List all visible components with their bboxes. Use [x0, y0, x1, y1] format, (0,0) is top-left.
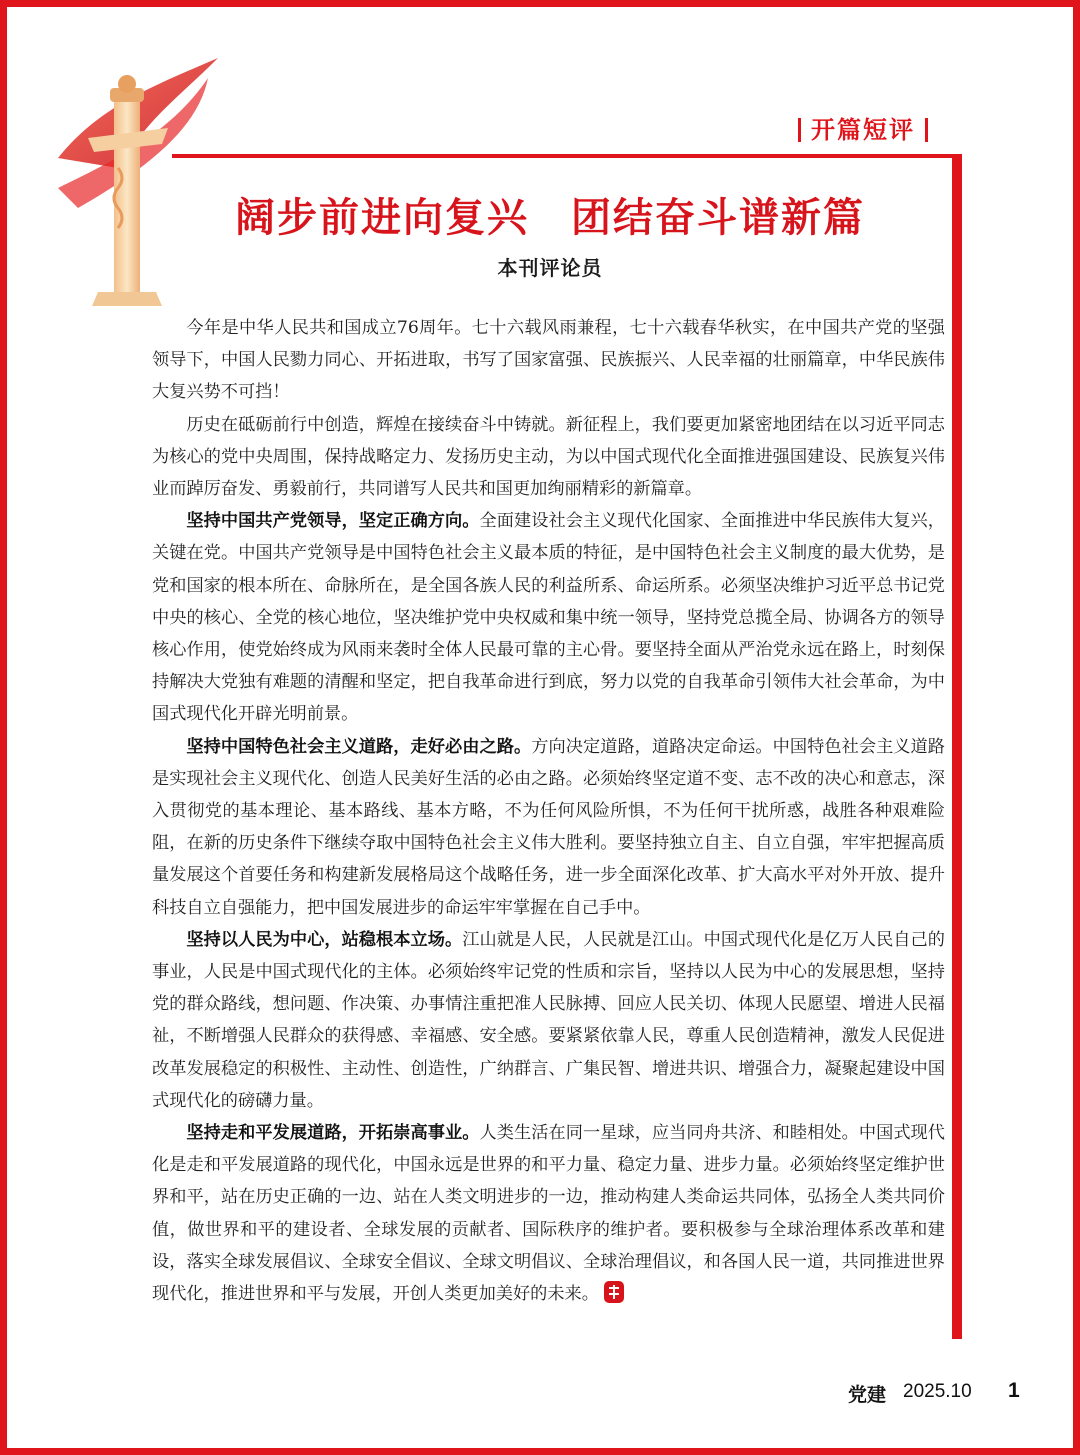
column-label — [788, 110, 938, 145]
title-rule — [172, 154, 962, 158]
column-label-bar-left — [798, 118, 801, 142]
paragraph-lead: 坚持中国特色社会主义道路，走好必由之路。 — [186, 736, 532, 757]
footer-magazine: 党建 — [848, 1384, 887, 1406]
paragraph-text: 今年是中华人民共和国成立76周年。七十六载风雨兼程，七十六载春华秋实，在中国共产党的坚强领导下，中国人民勠力同心、开拓进取，书写了国家富强、民族振兴、人民幸福的壮丽篇章，中华民族伟大复兴势不可挡！ — [152, 318, 945, 403]
article-paragraph — [152, 924, 945, 1117]
article-paragraph — [152, 312, 945, 409]
paragraph-text: 江山就是人民，人民就是江山。中国式现代化是亿万人民自己的事业，人民是中国式现代化的主体。必须始终牢记党的性质和宗旨，坚持以人民为中心的发展思想，坚持党的群众路线，想问题、作决策、办事情注重把准人民脉搏、回应人民关切、体现人民愿望、增进人民福祉，不断增强人民群众的获得感、幸福感、安全感。要紧紧依靠人民，尊重人民创造精神，激发人民促进改革发展稳定的积极性、主动性、创造性，广纳群言、广集民智、增进共识、增强合力，凝聚起建设中国式现代化的磅礴力量。 — [152, 929, 945, 1111]
side-rule — [952, 154, 962, 1339]
article-paragraph — [152, 505, 945, 730]
footer-issue: 2025.10 — [903, 1381, 972, 1402]
paragraph-text: 全面建设社会主义现代化国家、全面推进中华民族伟大复兴，关键在党。中国共产党领导是中国特色社会主义最本质的特征，是中国特色社会主义制度的最大优势，是党和国家的根本所在、命脉所在，是全国各族人民的利益所系、命运所系。必须坚决维护习近平总书记党中央的核心、全党的核心地位，坚决维护党中央权威和集中统一领导，坚持党总揽全局、协调各方的领导核心作用，使党始终成为风雨来袭时全体人民最可靠的主心骨。要坚持全面从严治党永远在路上，时刻保持解决大党独有难题的清醒和坚定，把自我革命进行到底，努力以党的自我革命引领伟大社会革命，为中国式现代化开辟光明前景。 — [152, 511, 945, 725]
article-paragraph — [152, 1117, 945, 1310]
article-title: 阔步前进向复兴 团结奋斗谱新篇 — [235, 195, 865, 241]
paragraph-lead: 坚持以人民为中心，站稳根本立场。 — [186, 929, 463, 950]
paragraph-text: 方向决定道路，道路决定命运。中国特色社会主义道路是实现社会主义现代化、创造人民美好生活的必由之路。必须始终坚定道不变、志不改的决心和意志，深入贯彻党的基本理论、基本路线、基本方略，不为任何风险所惧，不为任何干扰所惑，战胜各种艰难险阻，在新的历史条件下继续夺取中国特色社会主义伟大胜利。要坚持独立自主、自立自强，牢牢把握高质量发展这个首要任务和构建新发展格局这个战略任务，进一步全面深化改革、扩大高水平对外开放、提升科技自立自强能力，把中国发展进步的命运牢牢掌握在自己手中。 — [152, 736, 945, 918]
end-seal-icon — [603, 1280, 625, 1304]
article-paragraph — [152, 731, 945, 924]
paragraph-lead: 坚持走和平发展道路，开拓崇高事业。 — [186, 1123, 480, 1144]
column-label-text: 开篇短评 — [811, 116, 915, 144]
article-paragraph — [152, 409, 945, 506]
column-label-bar-right — [925, 118, 928, 142]
article-body — [152, 312, 945, 1310]
paragraph-text: 人类生活在同一星球，应当同舟共济、和睦相处。中国式现代化是走和平发展道路的现代化，中国永远是世界的和平力量、稳定力量、进步力量。必须始终坚定维护世界和平，站在历史正确的一边、站在人类文明进步的一边，推动构建人类命运共同体，弘扬全人类共同价值，做世界和平的建设者、全球发展的贡献者、国际秩序的维护者。要积极参与全球治理体系改革和建设，落实全球发展倡议、全球安全倡议、全球文明倡议、全球治理倡议，和各国人民一道，共同推进世界现代化，推进世界和平与发展，开创人类更加美好的未来。 — [152, 1123, 945, 1305]
page-number: 1 — [1008, 1379, 1020, 1402]
article-byline: 本刊评论员 — [497, 256, 603, 280]
paragraph-text: 历史在砥砺前行中创造，辉煌在接续奋斗中铸就。新征程上，我们要更加紧密地团结在以习近平同志为核心的党中央周围，保持战略定力、发扬历史主动，为以中国式现代化全面推进强国建设、民族复兴伟业而踔厉奋发、勇毅前行，共同谱写人民共和国更加绚丽精彩的新篇章。 — [152, 414, 945, 500]
paragraph-lead: 坚持中国共产党领导，坚定正确方向。 — [186, 511, 480, 532]
